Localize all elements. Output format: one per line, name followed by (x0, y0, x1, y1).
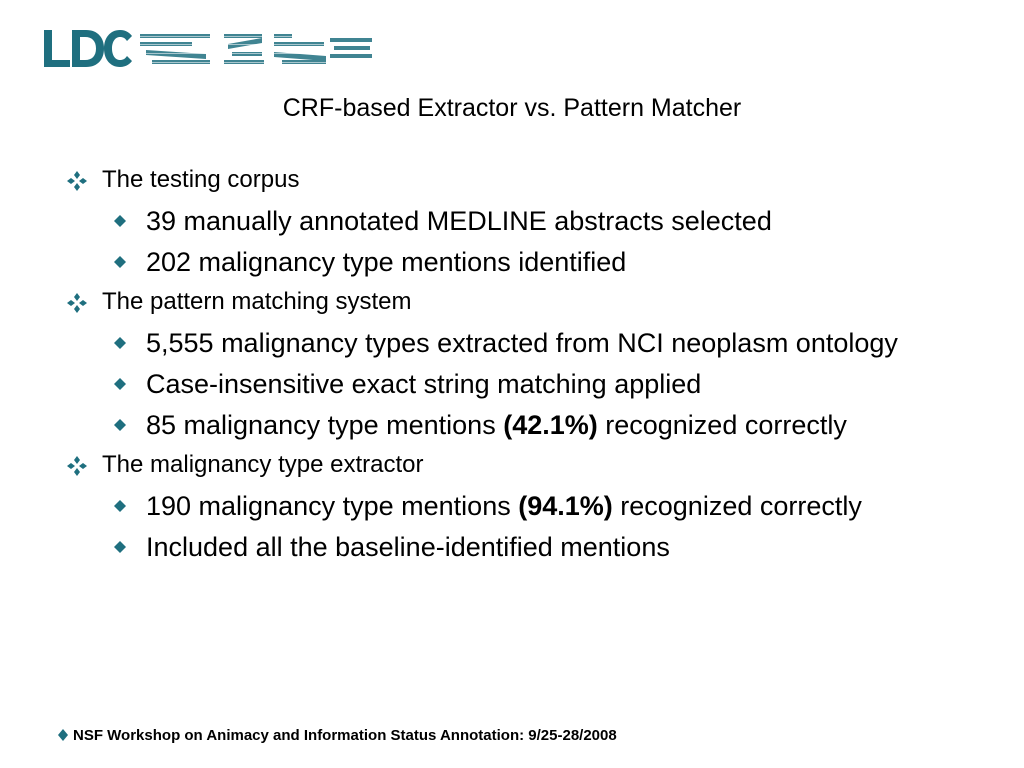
section-heading (64, 449, 984, 483)
section-label: The testing corpus (102, 166, 300, 193)
diamond-bullet-icon (58, 729, 68, 741)
diamond-bullet-icon (114, 256, 126, 268)
diamond-bullet-icon (114, 500, 126, 512)
section-label: The pattern matching system (102, 288, 412, 315)
list-item (64, 489, 984, 525)
item-text: 202 malignancy type mentions identified (146, 247, 627, 277)
list-item (64, 326, 984, 362)
diamond-bullet-icon (114, 215, 126, 227)
item-percentage: (42.1%) (503, 410, 598, 440)
list-item (64, 530, 984, 566)
list-item (64, 367, 984, 403)
item-text: 39 manually annotated MEDLINE abstracts selected (146, 206, 772, 236)
bullet-list (64, 164, 984, 571)
footer-text: NSF Workshop on Animacy and Information Status Annotation: 9/25-28/2008 (73, 727, 617, 744)
section-heading (64, 286, 984, 320)
diamond-bullet-icon (114, 378, 126, 390)
item-text-tail: recognized correctly (597, 410, 847, 440)
four-diamond-bullet-icon (66, 292, 88, 314)
item-text: 190 malignancy type mentions (146, 491, 519, 521)
list-item (64, 408, 984, 444)
slide-footer (58, 726, 617, 746)
item-text: 5,555 malignancy types extracted from NCI neoplasm ontology (146, 328, 898, 358)
slide-title: CRF-based Extractor vs. Pattern Matcher (282, 94, 742, 122)
item-text: Case-insensitive exact string matching applied (146, 369, 702, 399)
four-diamond-bullet-icon (66, 170, 88, 192)
ldc-logo (42, 26, 382, 70)
diamond-bullet-icon (114, 337, 126, 349)
item-text: 85 malignancy type mentions (146, 410, 504, 440)
list-item (64, 204, 984, 240)
list-item (64, 245, 984, 281)
section-heading (64, 164, 984, 198)
item-text: Included all the baseline-identified mentions (146, 532, 670, 562)
four-diamond-bullet-icon (66, 455, 88, 477)
section-label: The malignancy type extractor (102, 451, 424, 478)
item-text-tail: recognized correctly (612, 491, 862, 521)
diamond-bullet-icon (114, 541, 126, 553)
item-percentage: (94.1%) (518, 491, 613, 521)
diamond-bullet-icon (114, 419, 126, 431)
